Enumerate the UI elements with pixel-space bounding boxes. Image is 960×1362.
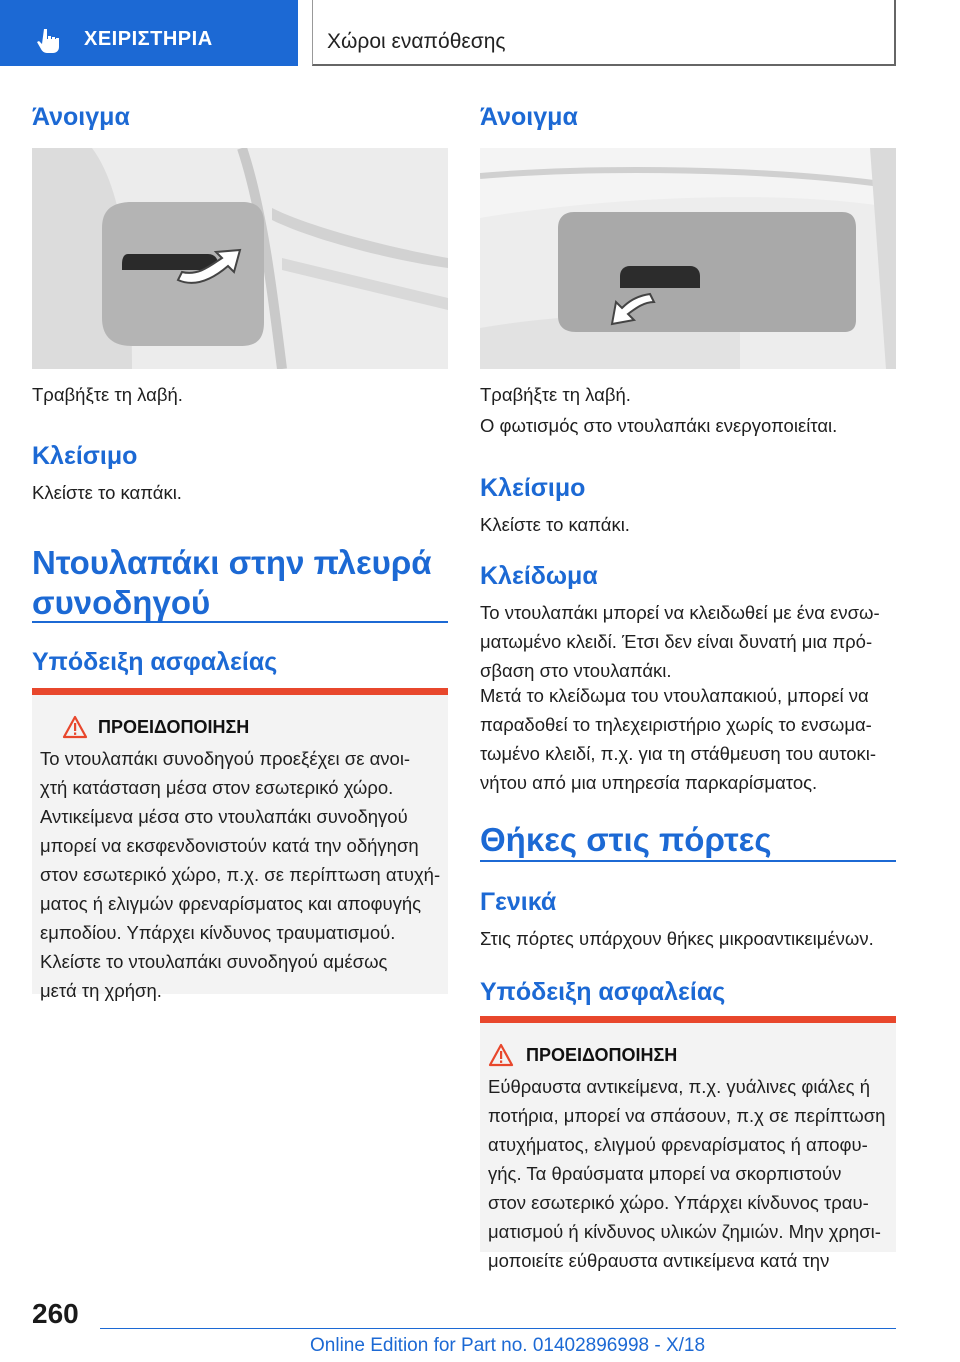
warning-line: Κλείστε το ντουλαπάκι συνοδηγού αμέσως [40, 951, 388, 972]
close-instruction-right: Κλείστε το καπάκι. [480, 514, 630, 535]
close-instruction-left: Κλείστε το καπάκι. [32, 482, 182, 503]
warning-line: μετά τη χρήση. [40, 980, 162, 1001]
lock-paragraph-2 [480, 681, 876, 797]
safety-heading-right: Υπόδειξη ασφαλείας [480, 978, 726, 1006]
section-title: Χώροι εναπόθεσης [327, 30, 506, 53]
heading-general: Γενικά [480, 888, 557, 916]
page-header [0, 0, 960, 66]
heading-lock: Κλείδωμα [480, 562, 598, 590]
glovebox-illustration [480, 148, 896, 369]
warning-line: ατυχήματος, ελιγμού φρεναρίσματος ή αποφυ- [488, 1134, 868, 1155]
warning-line: Αντικείμενα μέσα στο ντουλαπάκι συνοδηγού [40, 806, 408, 827]
warning-line: χτή κατάσταση μέσα στον εσωτερικό χώρο. [40, 777, 394, 798]
glovebox-illustration [32, 148, 448, 369]
lock-line: ματωμένο κλειδί. Έτσι δεν είναι δυνατή μια πρό- [480, 631, 873, 652]
heading-rule-right [480, 860, 896, 862]
heading-close-right: Κλείσιμο [480, 474, 586, 502]
glovebox-photo-passenger [32, 148, 448, 369]
safety-heading-left: Υπόδειξη ασφαλείας [32, 648, 278, 676]
lock-line: νήτου από μια υπηρεσία παρκαρίσματος. [480, 772, 818, 793]
heading-open-right: Άνοιγμα [480, 103, 578, 131]
warning-line: Εύθραυστα αντικείμενα, π.χ. γυάλινες φιάλες ή [488, 1076, 870, 1097]
warning-text-right [488, 1072, 885, 1275]
footer-edition-link[interactable]: Online Edition for Part no. 01402896998 - X/18 [310, 1335, 706, 1356]
warning-triangle-icon [62, 715, 88, 739]
warning-line: στον εσωτερικό χώρο, π.χ. σε περίπτωση ατυχή- [40, 864, 441, 885]
main-heading-glovebox-line2: συνοδηγού [32, 584, 211, 621]
warning-line: ποτήρια, μπορεί να σπάσουν, π.χ σε περίπτωση [488, 1105, 886, 1126]
section-title-box [312, 0, 896, 66]
lock-line: Το ντουλαπάκι μπορεί να κλειδωθεί με ένα ενσω- [480, 602, 880, 623]
heading-open-left: Άνοιγμα [32, 103, 130, 131]
footer-rule [100, 1328, 896, 1329]
warning-line: ματισμού ή κίνδυνος υλικών ζημιών. Μην χρησι- [488, 1221, 881, 1242]
warning-text-left [40, 744, 440, 1005]
main-heading-door-pockets: Θήκες στις πόρτες [480, 821, 772, 858]
lock-line: τωμένο κλειδί, π.χ. για τη στάθμευση του αυτοκι- [480, 743, 877, 764]
chapter-tab-label: ΧΕΙΡΙΣΤΗΡΙΑ [84, 28, 213, 50]
light-instruction-right: Ο φωτισμός στο ντουλαπάκι ενεργοποιείται. [480, 415, 838, 436]
lock-line: παραδοθεί το τηλεχειριστήριο χωρίς το ενσωμα- [480, 714, 872, 735]
warning-line: γής. Τα θραύσματα μπορεί να σκορπιστούν [488, 1163, 842, 1184]
page-number: 260 [32, 1298, 79, 1329]
general-text: Στις πόρτες υπάρχουν θήκες μικροαντικειμένων. [480, 928, 874, 949]
warning-line: μπορεί να εκσφενδονιστούν κατά την οδήγηση [40, 835, 419, 856]
warning-box-left [32, 688, 448, 1001]
hand-pointer-icon [36, 26, 64, 54]
heading-rule-left [32, 621, 448, 623]
chapter-tab[interactable] [0, 0, 298, 66]
warning-line: ματος ή ελιγμών φρεναρίσματος και αποφυγής [40, 893, 422, 914]
lock-line: σβαση στο ντουλαπάκι. [480, 660, 672, 681]
warning-line: στον εσωτερικό χώρο. Υπάρχει κίνδυνος τραυ- [488, 1192, 869, 1213]
warning-box-right [480, 1016, 896, 1271]
warning-title-right: ΠΡΟΕΙΔΟΠΟΙΗΣΗ [526, 1045, 678, 1065]
warning-line: εμποδίου. Υπάρχει κίνδυνος τραυματισμού. [40, 922, 396, 943]
warning-line: Το ντουλαπάκι συνοδηγού προεξέχει σε ανοι- [40, 748, 411, 769]
open-instruction-left: Τραβήξτε τη λαβή. [32, 384, 183, 405]
glovebox-photo-main [480, 148, 896, 369]
open-instruction-right: Τραβήξτε τη λαβή. [480, 384, 631, 405]
warning-title-left: ΠΡΟΕΙΔΟΠΟΙΗΣΗ [98, 717, 250, 737]
warning-line: μοποιείτε εύθραυστα αντικείμενα κατά την [488, 1250, 830, 1271]
warning-triangle-icon [488, 1043, 514, 1067]
lock-paragraph-1 [480, 598, 880, 685]
main-heading-glovebox-line1: Ντουλαπάκι στην πλευρά [32, 544, 432, 581]
lock-line: Μετά το κλείδωμα του ντουλαπακιού, μπορεί να [480, 685, 869, 706]
heading-close-left: Κλείσιμο [32, 442, 138, 470]
